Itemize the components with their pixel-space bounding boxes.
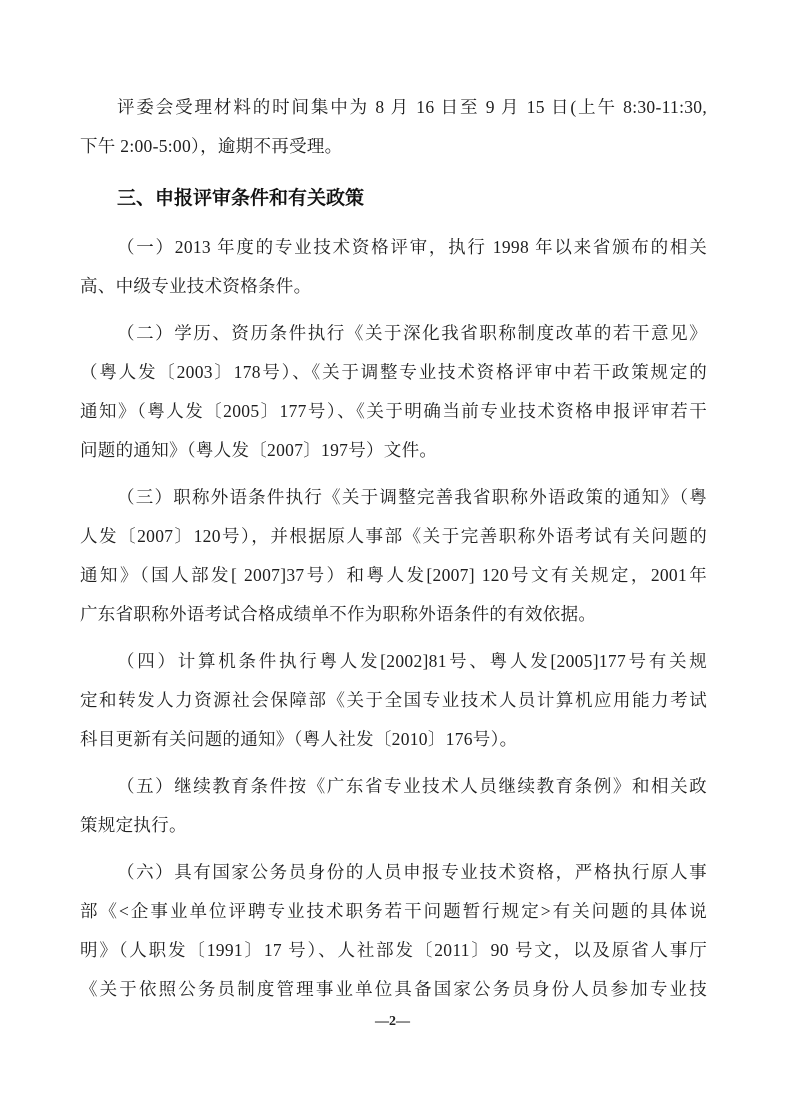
policy-item-1 xyxy=(80,228,707,306)
text-line: （粤人发〔2003〕178号）、《关于调整专业技术资格评审中若干政策规定的 xyxy=(80,362,707,382)
policy-item-2 xyxy=(80,314,707,470)
page-number: —2— xyxy=(375,1014,410,1029)
policy-item-6 xyxy=(80,853,707,1009)
text-line: 通知》（国人部发[ 2007]37号）和粤人发[2007] 120号文有关规定，2001年 xyxy=(80,565,707,585)
text-line: 评委会受理材料的时间集中为 8 月 16 日至 9 月 15 日(上午 8:30-11:30, xyxy=(117,97,707,117)
text-line: 策规定执行。 xyxy=(80,815,187,835)
text-line: 下午 2:00-5:00），逾期不再受理。 xyxy=(80,136,343,156)
text-line: 科目更新有关问题的通知》（粤人社发〔2010〕176号）。 xyxy=(80,729,518,749)
text-line: 问题的通知》（粤人发〔2007〕197号）文件。 xyxy=(80,440,438,460)
text-line: 定和转发人力资源社会保障部《关于全国专业技术人员计算机应用能力考试 xyxy=(80,690,707,710)
text-line: （五）继续教育条件按《广东省专业技术人员继续教育条例》和相关政 xyxy=(117,776,707,796)
section-heading: 三、申报评审条件和有关政策 xyxy=(117,188,365,209)
text-line: 通知》（粤人发〔2005〕177号）、《关于明确当前专业技术资格申报评审若干 xyxy=(80,401,707,421)
text-line: 明》（人职发〔1991〕17 号）、人社部发〔2011〕90 号文，以及原省人事厅 xyxy=(80,940,707,960)
text-line: 人发〔2007〕120号），并根据原人事部《关于完善职称外语考试有关问题的 xyxy=(80,526,707,546)
policy-item-4 xyxy=(80,642,707,759)
policy-item-3 xyxy=(80,478,707,634)
policy-item-5 xyxy=(80,767,707,845)
text-line: 部《<企事业单位评聘专业技术职务若干问题暂行规定>有关问题的具体说 xyxy=(80,901,707,921)
text-line: （三）职称外语条件执行《关于调整完善我省职称外语政策的通知》（粤 xyxy=(117,487,707,507)
text-line: （二）学历、资历条件执行《关于深化我省职称制度改革的若干意见》 xyxy=(117,323,707,343)
text-line: （四）计算机条件执行粤人发[2002]81号、粤人发[2005]177号有关规 xyxy=(117,651,707,671)
text-line: 广东省职称外语考试合格成绩单不作为职称外语条件的有效依据。 xyxy=(80,604,597,624)
text-line: （一）2013 年度的专业技术资格评审，执行 1998 年以来省颁布的相关 xyxy=(117,237,707,257)
text-line: 高、中级专业技术资格条件。 xyxy=(80,276,312,296)
text-line: 《关于依照公务员制度管理事业单位具备国家公务员身份人员参加专业技 xyxy=(80,979,707,999)
intro-paragraph xyxy=(80,88,707,166)
text-line: （六）具有国家公务员身份的人员申报专业技术资格，严格执行原人事 xyxy=(117,862,707,882)
